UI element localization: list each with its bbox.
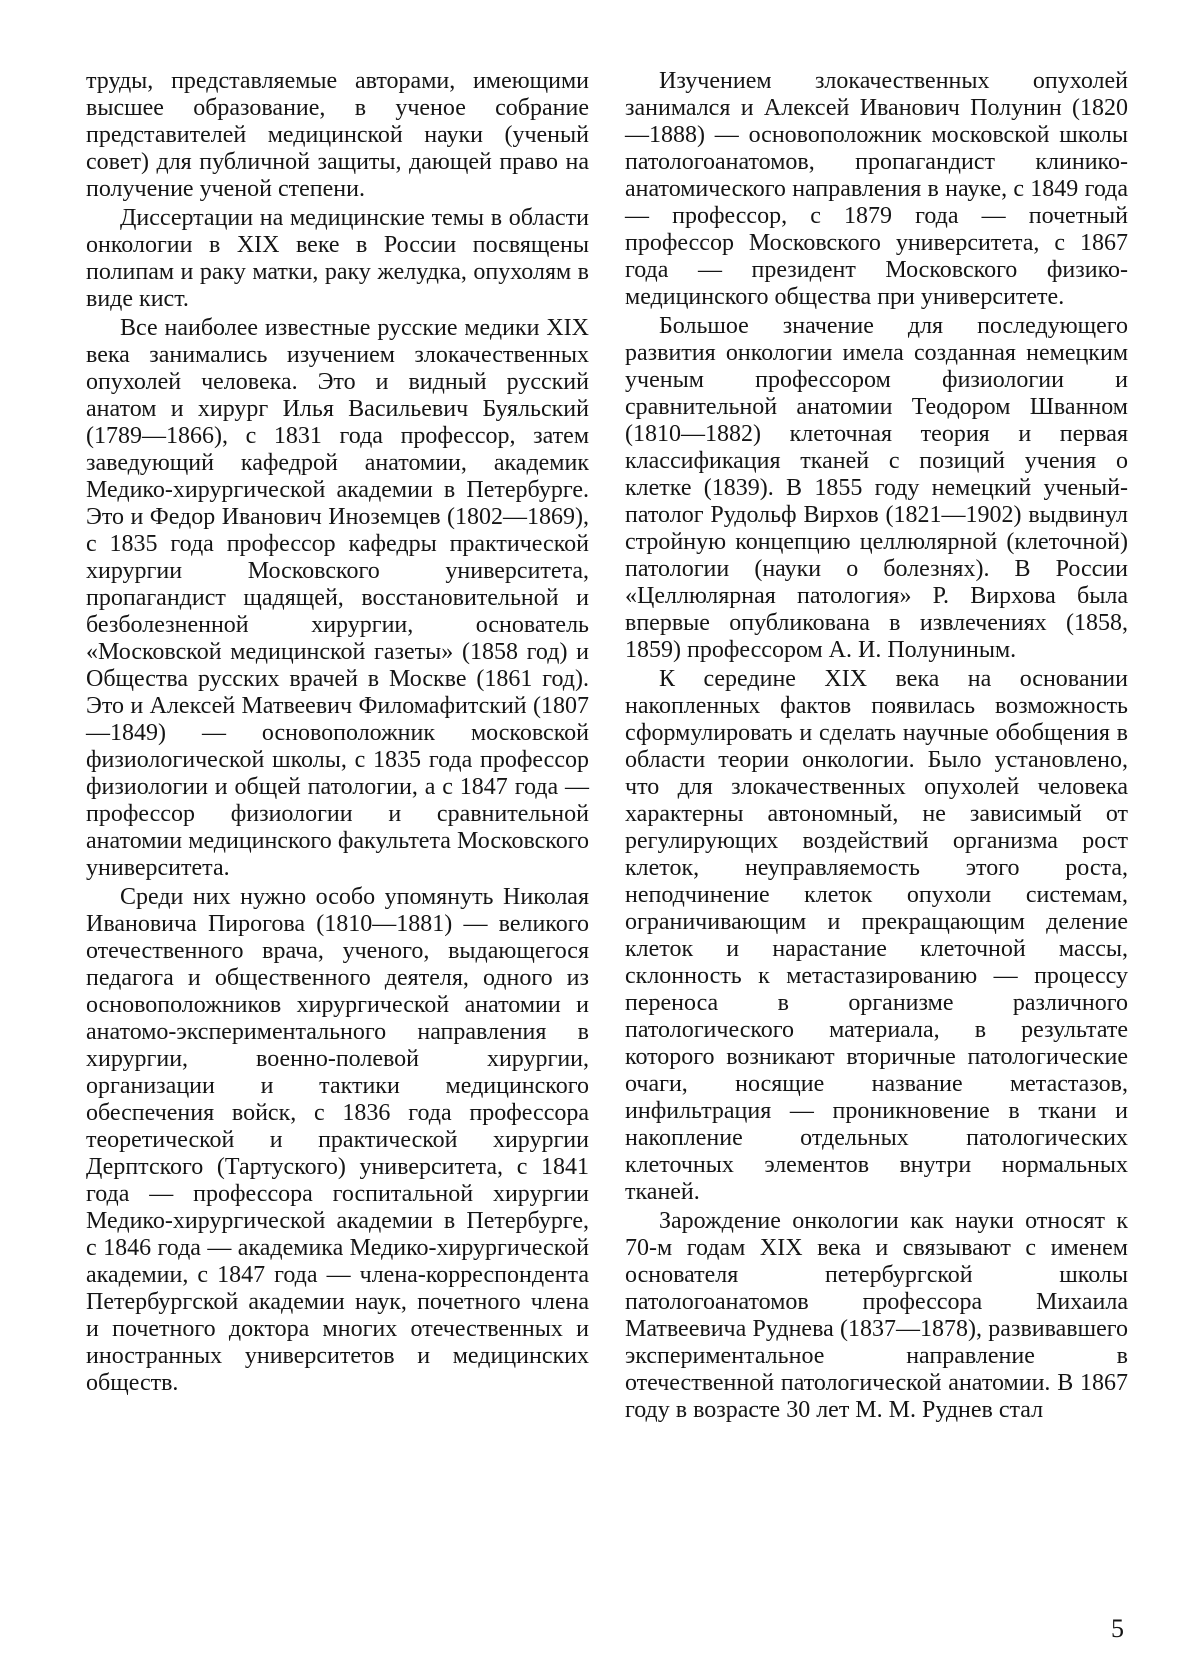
paragraph-russian-medics: Все наиболее известные русские медики XIX века занимались изучением злокачественных опухолей человека. Это и видный русский анатом и хирург Илья Васильевич Буяльский (1789—1866), с 1831 года профессор, затем заведующий кафедрой анатомии, академик Медико-хирургической академии в Петербурге. Это и Федор Иванович Иноземцев (1802—1869), с 1835 года профессор кафедры практической хирургии Московского университета, пропагандист щадящей, восстановительной и безболезненной хирургии, основатель «Московской медицинской газеты» (1858 год) и Общества русских врачей в Москве (1861 год). Это и Алексей Матвеевич Филомафитский (1807—1849) — основоположник московской физиологической школы, с 1835 года профессор физиологии и общей патологии, а с 1847 года — профессор физиологии и сравнительной анатомии медицинского факультета Московского университета. bbox=[86, 315, 589, 881]
paragraph-cell-theory: Большое значение для последующего развития онкологии имела созданная немецким ученым профессором физиологии и сравнительной анатомии Теодором Шванном (1810—1882) клеточная теория и первая классификация тканей с позиций учения о клетке (1839). В 1855 году немецкий ученый-патолог Рудольф Вирхов (1821—1902) выдвинул стройную концепцию целлюлярной (клеточной) патологии (науки о болезнях). В России «Целлюлярная патология» Р. Вирхова была впервые опубликована в извлечениях (1858, 1859) профессором А. И. Полуниным. bbox=[625, 313, 1128, 663]
paragraph-continuation: труды, представляемые авторами, имеющими высшее образование, в ученое собрание представителей медицинской науки (ученый совет) для публичной защиты, дающей право на получение ученой степени. bbox=[86, 68, 589, 202]
paragraph-polunin: Изучением злокачественных опухолей занимался и Алексей Иванович Полунин (1820—1888) — основоположник московской школы патологоанатомов, пропагандист клинико-анатомического направления в науке, с 1849 года — профессор, с 1879 года — почетный профессор Московского университета, с 1867 года — президент Московского физико-медицинского общества при университете. bbox=[625, 68, 1128, 310]
paragraph-dissertations: Диссертации на медицинские темы в области онкологии в XIX веке в России посвящены полипам и раку матки, раку желудка, опухолям в виде кист. bbox=[86, 205, 589, 312]
paragraph-oncology-theory: К середине XIX века на основании накопленных фактов появилась возможность сформулировать и сделать научные обобщения в области теории онкологии. Было установлено, что для злокачественных опухолей человека характерны автономный, не зависимый от регулирующих воздействий организма рост клеток, неуправляемость этого роста, неподчинение клеток опухоли системам, ограничивающим и прекращающим деление клеток и нарастание клеточной массы, склонность к метастазированию — процессу переноса в организме различного патологического материала, в результате которого возникают вторичные патологические очаги, носящие название метастазов, инфильтрация — проникновение в ткани и накопление отдельных патологических клеточных элементов внутри нормальных тканей. bbox=[625, 666, 1128, 1205]
paragraph-rudnev: Зарождение онкологии как науки относят к 70-м годам XIX века и связывают с именем основателя петербургской школы патологоанатомов профессора Михаила Матвеевича Руднева (1837—1878), развивавшего экспериментальное направление в отечественной патологической анатомии. В 1867 году в возрасте 30 лет М. М. Руднев стал bbox=[625, 1208, 1128, 1423]
page-number: 5 bbox=[1111, 1614, 1124, 1643]
right-text-column bbox=[625, 68, 1128, 1426]
left-text-column bbox=[86, 68, 589, 1399]
paragraph-pirogov: Среди них нужно особо упомянуть Николая Ивановича Пирогова (1810—1881) — великого отечественного врача, ученого, выдающегося педагога и общественного деятеля, одного из основоположников хирургической анатомии и анатомо-экспериментального направления в хирургии, военно-полевой хирургии, организации и тактики медицинского обеспечения войск, с 1836 года профессора теоретической и практической хирургии Дерптского (Тартуского) университета, с 1841 года — профессора госпитальной хирургии Медико-хирургической академии в Петербурге, с 1846 года — академика Медико-хирургической академии, с 1847 года — члена-корреспондента Петербургской академии наук, почетного члена и почетного доктора многих отечественных и иностранных университетов и медицинских обществ. bbox=[86, 884, 589, 1396]
